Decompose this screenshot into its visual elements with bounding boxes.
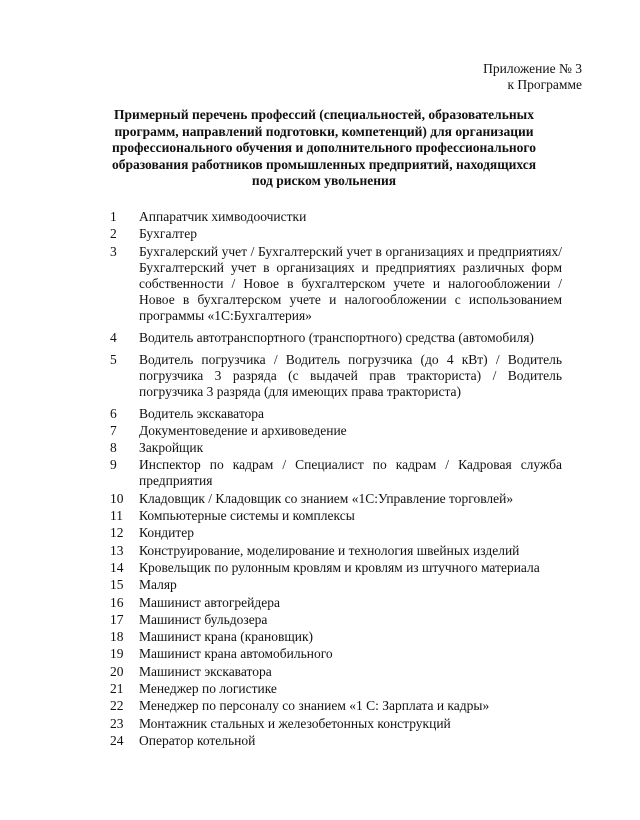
profession-list xyxy=(110,209,562,750)
list-item xyxy=(110,457,562,489)
item-number: 23 xyxy=(110,715,124,731)
item-number: 2 xyxy=(110,226,117,242)
list-item xyxy=(110,352,562,400)
item-text: Конструирование, моделирование и технология швейных изделий xyxy=(139,542,520,558)
item-number: 19 xyxy=(110,646,124,662)
item-text: Компьютерные системы и комплексы xyxy=(139,508,355,524)
item-text: Кондитер xyxy=(139,525,195,541)
item-number: 4 xyxy=(110,329,117,345)
item-number: 16 xyxy=(110,594,124,610)
list-item xyxy=(110,226,562,242)
item-number: 15 xyxy=(110,577,124,593)
item-text: Водитель автотранспортного (транспортного) средства (автомобиля) xyxy=(139,329,534,345)
item-text: Кровельщик по рулонным кровлям и кровлям из штучного материала xyxy=(139,559,540,575)
list-item xyxy=(110,733,562,749)
list-item xyxy=(110,577,562,593)
item-text: Машинист бульдозера xyxy=(139,611,268,627)
item-number: 12 xyxy=(110,525,124,541)
document-title: Примерный перечень профессий (специальностей, образовательных программ, направлений подготовки, компетенций) для организации профессионального обучения и дополнительного профессионального образования работников промышленных предприятий, находящихся под риском увольнения xyxy=(111,107,537,188)
item-text: Инспектор по кадрам / Специалист по кадрам / Кадровая служба предприятия xyxy=(139,457,562,489)
list-item xyxy=(110,209,562,225)
item-text: Водитель погрузчика / Водитель погрузчика (до 4 кВт) / Водитель погрузчика 3 разряда (с выдачей прав тракториста) / Водитель погрузчика 3 разряда (для имеющих права тракториста) xyxy=(139,351,562,399)
list-item xyxy=(110,698,562,714)
item-number: 20 xyxy=(110,663,124,679)
item-number: 8 xyxy=(110,440,117,456)
item-number: 9 xyxy=(110,457,117,473)
list-item xyxy=(110,681,562,697)
item-number: 5 xyxy=(110,351,117,367)
item-text: Монтажник стальных и железобетонных конструкций xyxy=(139,715,451,731)
item-text: Водитель экскаватора xyxy=(139,405,265,421)
item-text: Машинист крана автомобильного xyxy=(139,646,333,662)
list-item xyxy=(110,560,562,576)
list-item xyxy=(110,716,562,732)
list-item xyxy=(110,406,562,422)
item-text: Маляр xyxy=(139,577,177,593)
item-text: Документоведение и архивоведение xyxy=(139,422,347,438)
list-item xyxy=(110,612,562,628)
list-item xyxy=(110,595,562,611)
item-number: 3 xyxy=(110,243,117,259)
list-item xyxy=(110,440,562,456)
item-text: Бухгалерский учет / Бухгалтерский учет в организациях и предприятиях/ Бухгалтерский учет в организациях и предприятиях различных форм собственности / Новое в бухгалтерском учете и налогообложении / Новое в бухгалтерском учете и налогообложении с использованием программы «1С:Бухгалтерия» xyxy=(139,243,562,323)
item-number: 21 xyxy=(110,681,124,697)
list-item xyxy=(110,330,562,346)
item-text: Менеджер по персоналу со знанием «1 С: Зарплата и кадры» xyxy=(139,698,490,714)
list-item xyxy=(110,423,562,439)
list-item xyxy=(110,664,562,680)
item-number: 6 xyxy=(110,405,117,421)
appendix-number: Приложение № 3 xyxy=(483,61,582,76)
list-item xyxy=(110,244,562,324)
item-text: Закройщик xyxy=(139,440,204,456)
item-text: Машинист экскаватора xyxy=(139,663,272,679)
appendix-header xyxy=(483,61,582,93)
appendix-reference: к Программе xyxy=(507,77,582,92)
item-number: 17 xyxy=(110,611,124,627)
list-item xyxy=(110,646,562,662)
list-item xyxy=(110,543,562,559)
list-item xyxy=(110,491,562,507)
item-text: Бухгалтер xyxy=(139,226,197,242)
item-text: Менеджер по логистике xyxy=(139,681,277,697)
item-number: 1 xyxy=(110,209,117,224)
item-number: 7 xyxy=(110,422,117,438)
item-number: 18 xyxy=(110,629,124,645)
item-number: 10 xyxy=(110,490,124,506)
item-number: 22 xyxy=(110,698,124,714)
item-text: Кладовщик / Кладовщик со знанием «1С:Управление торговлей» xyxy=(139,490,514,506)
item-text: Машинист автогрейдера xyxy=(139,594,280,610)
item-number: 13 xyxy=(110,542,124,558)
item-number: 14 xyxy=(110,559,124,575)
list-item xyxy=(110,525,562,541)
list-item xyxy=(110,629,562,645)
item-number: 24 xyxy=(110,732,124,748)
item-text: Машинист крана (крановщик) xyxy=(139,629,314,645)
item-number: 11 xyxy=(110,508,123,524)
item-text: Аппаратчик химводоочистки xyxy=(139,209,307,224)
list-item xyxy=(110,508,562,524)
item-text: Оператор котельной xyxy=(139,732,256,748)
